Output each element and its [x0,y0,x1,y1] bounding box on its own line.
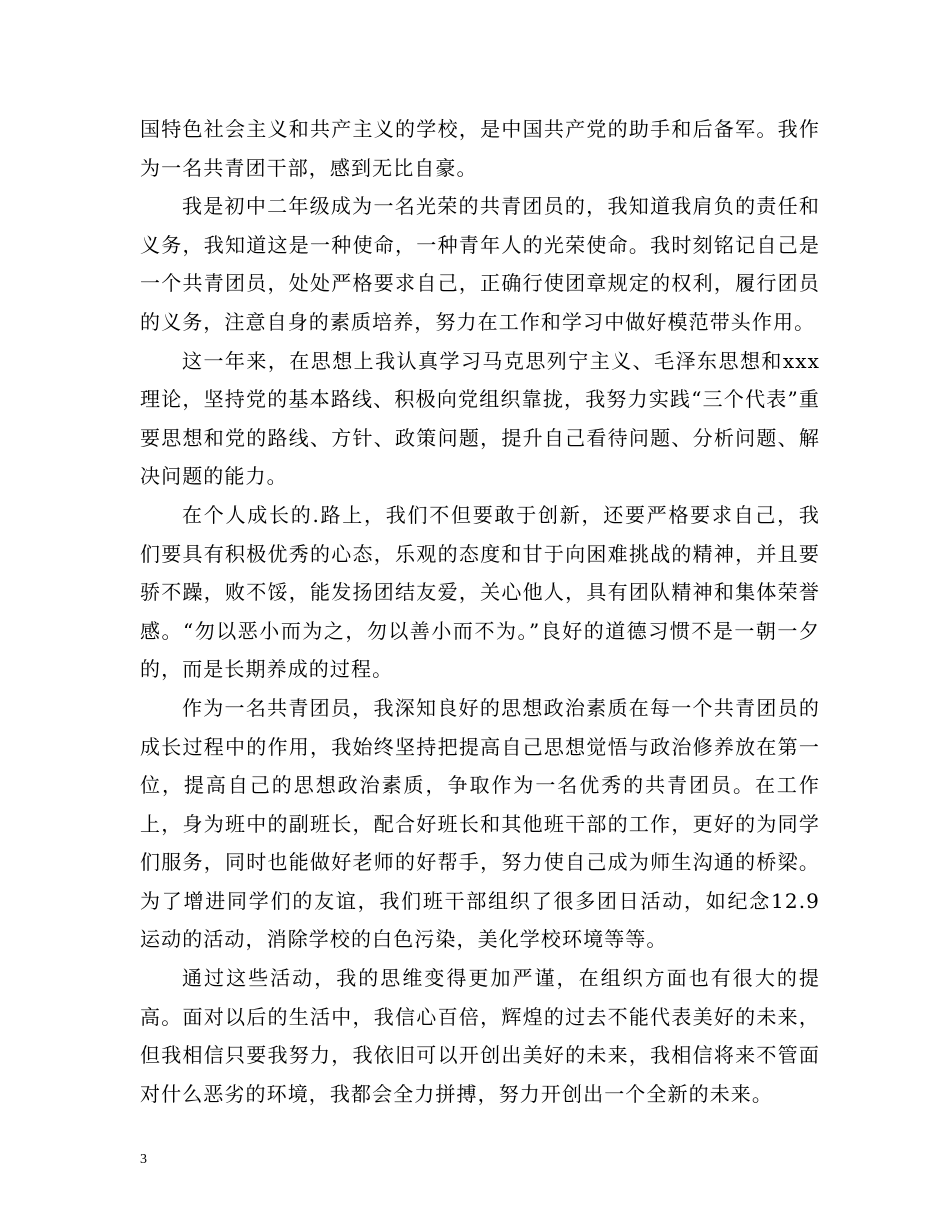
paragraph-4: 在个人成长的.路上，我们不但要敢于创新，还要严格要求自己，我们要具有积极优秀的心态，乐观的态度和甘于向困难挑战的精神，并且要骄不躁，败不馁，能发扬团结友爱，关心他人，具有团队精神和集体荣誉感。“勿以恶小而为之，勿以善小而不为。”良好的道德习惯不是一朝一夕的，而是长期养成的过程。 [140,502,820,682]
paragraph-3: 这一年来，在思想上我认真学习马克思列宁主义、毛泽东思想和xxx理论，坚持党的基本路线、积极向党组织靠拢，我努力实践“三个代表”重要思想和党的路线、方针、政策问题，提升自己看待问题、分析问题、解决问题的能力。 [140,348,820,489]
paragraph-5: 作为一名共青团员，我深知良好的思想政治素质在每一个共青团员的成长过程中的作用，我始终坚持把提高自己思想觉悟与政治修养放在第一位，提高自己的思想政治素质，争取作为一名优秀的共青团员。在工作上，身为班中的副班长，配合好班长和其他班干部的工作，更好的为同学们服务，同时也能做好老师的好帮手，努力使自己成为师生沟通的桥梁。为了增进同学们的友谊，我们班干部组织了很多团日活动，如纪念12.9运动的活动，消除学校的白色污染，美化学校环境等等。 [140,695,820,952]
document-body [140,110,820,1113]
paragraph-6: 通过这些活动，我的思维变得更加严谨，在组织方面也有很大的提高。面对以后的生活中，我信心百倍，辉煌的过去不能代表美好的未来，但我相信只要我努力，我依旧可以开创出美好的未来，我相信将来不管面对什么恶劣的环境，我都会全力拼搏，努力开创出一个全新的未来。 [140,966,820,1106]
paragraph-1: 国特色社会主义和共产主义的学校，是中国共产党的助手和后备军。我作为一名共青团干部，感到无比自豪。 [140,117,820,180]
page-number: 3 [140,1152,147,1167]
paragraph-2: 我是初中二年级成为一名光荣的共青团员的，我知道我肩负的责任和义务，我知道这是一种使命，一种青年人的光荣使命。我时刻铭记自己是一个共青团员，处处严格要求自己，正确行使团章规定的权利，履行团员的义务，注意自身的素质培养，努力在工作和学习中做好模范带头作用。 [140,194,820,334]
